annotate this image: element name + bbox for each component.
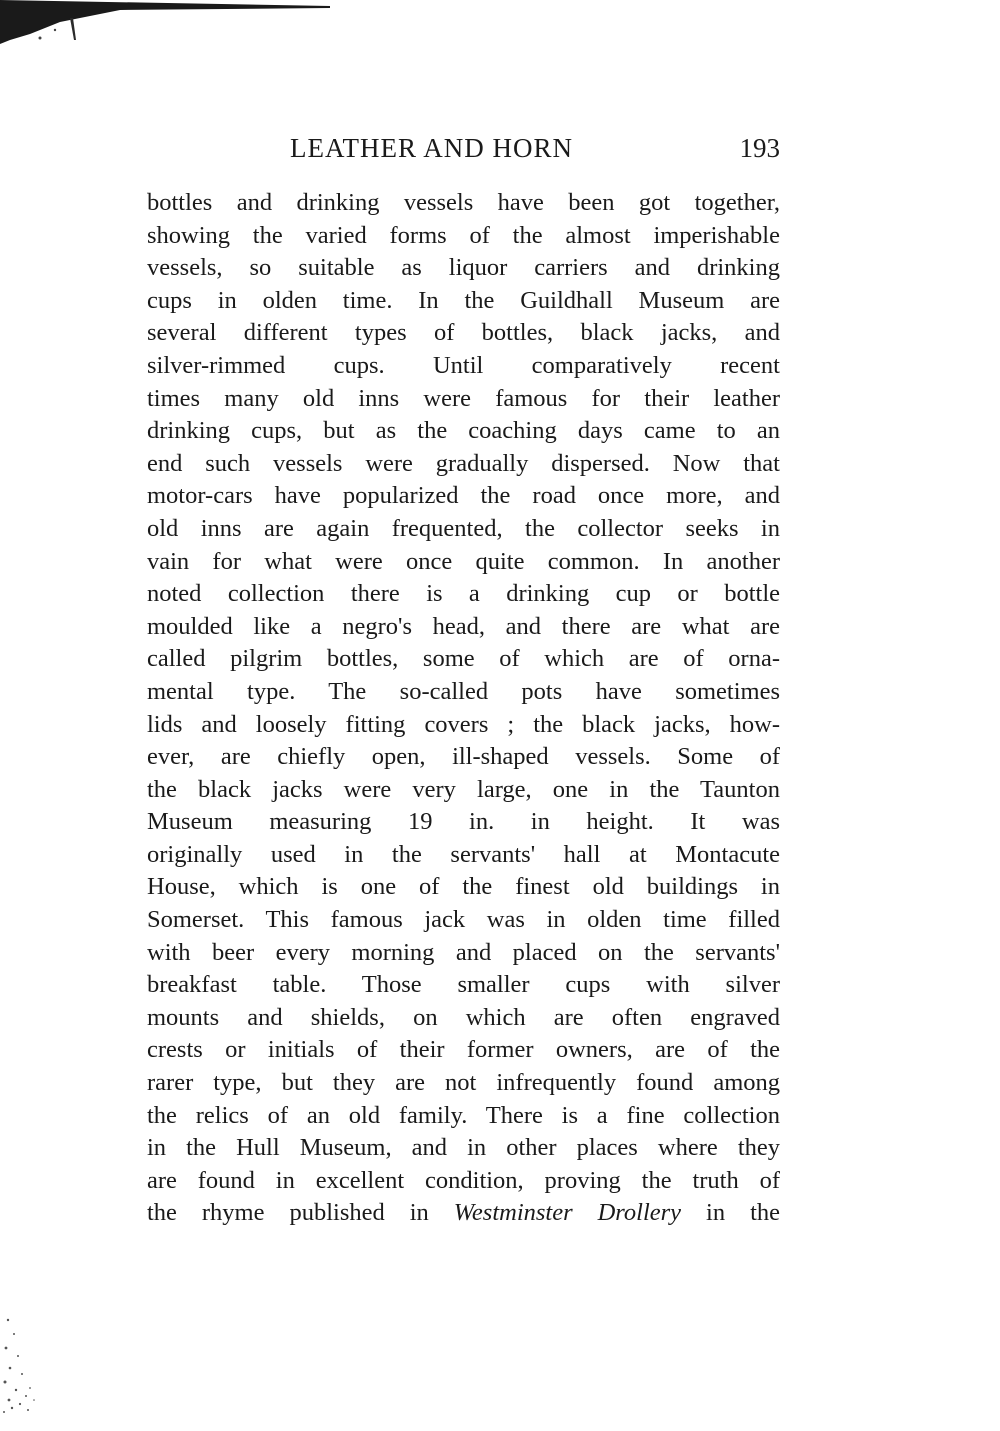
text-line: bottles and drinking vessels have been got together, — [147, 189, 780, 216]
text-line: old inns are again frequented, the collector seeks in — [147, 514, 780, 542]
scan-noise-speckle — [0, 1300, 70, 1420]
text-line: the black jacks were very large, one in the Taunton — [147, 775, 780, 803]
text-line: in the Hull Museum, and in other places where they — [147, 1134, 780, 1162]
final-line-before: the rhyme published in — [147, 1199, 429, 1227]
text-line: called pilgrim bottles, some of which are of orna- — [147, 645, 780, 673]
book-title: Westminster Drollery — [453, 1199, 682, 1227]
body-text — [147, 187, 780, 1230]
text-line: the relics of an old family. There is a fine collection — [147, 1101, 780, 1129]
text-line: several different types of bottles, black jacks, and — [147, 319, 780, 347]
text-line: crests or initials of their former owners, are of the — [147, 1036, 780, 1064]
text-line: lids and loosely fitting covers ; the black jacks, how- — [147, 710, 780, 738]
page-number: 193 — [739, 133, 780, 163]
text-line: mental type. The so-called pots have sometimes — [147, 677, 780, 705]
text-line: end such vessels were gradually dispersed. Now that — [147, 449, 780, 477]
text-line: rarer type, but they are not infrequently found among — [147, 1069, 780, 1097]
running-head: LEATHER AND HORN — [290, 133, 573, 163]
page-header — [147, 128, 780, 168]
text-line: times many old inns were famous for their leather — [147, 384, 780, 412]
text-line: motor-cars have popularized the road once more, and — [147, 482, 780, 510]
text-line: showing the varied forms of the almost imperishable — [147, 221, 780, 249]
final-text-line — [147, 1197, 780, 1230]
scan-edge-mark — [0, 0, 340, 50]
text-line: breakfast table. Those smaller cups with silver — [147, 971, 780, 999]
text-line: originally used in the servants' hall at Montacute — [147, 840, 780, 868]
text-line: drinking cups, but as the coaching days came to an — [147, 417, 780, 445]
text-line: cups in olden time. In the Guildhall Museum are — [147, 286, 780, 314]
text-line: vain for what were once quite common. In another — [147, 547, 780, 575]
text-line: House, which is one of the finest old buildings in — [147, 873, 780, 901]
text-line: Somerset. This famous jack was in olden time filled — [147, 906, 780, 934]
text-line: with beer every morning and placed on the servants' — [147, 938, 780, 966]
text-line: silver-rimmed cups. Until comparatively recent — [147, 351, 780, 379]
text-line: mounts and shields, on which are often engraved — [147, 1003, 780, 1031]
text-line: ever, are chiefly open, ill-shaped vessels. Some of — [147, 743, 780, 771]
text-line: moulded like a negro's head, and there are what are — [147, 612, 780, 640]
text-line: Museum measuring 19 in. in height. It was — [147, 808, 780, 836]
text-line: noted collection there is a drinking cup or bottle — [147, 580, 780, 608]
final-line-after: in the — [706, 1199, 780, 1227]
text-line: vessels, so suitable as liquor carriers and drinking — [147, 254, 780, 282]
text-line: are found in excellent condition, proving the truth of — [147, 1166, 780, 1194]
